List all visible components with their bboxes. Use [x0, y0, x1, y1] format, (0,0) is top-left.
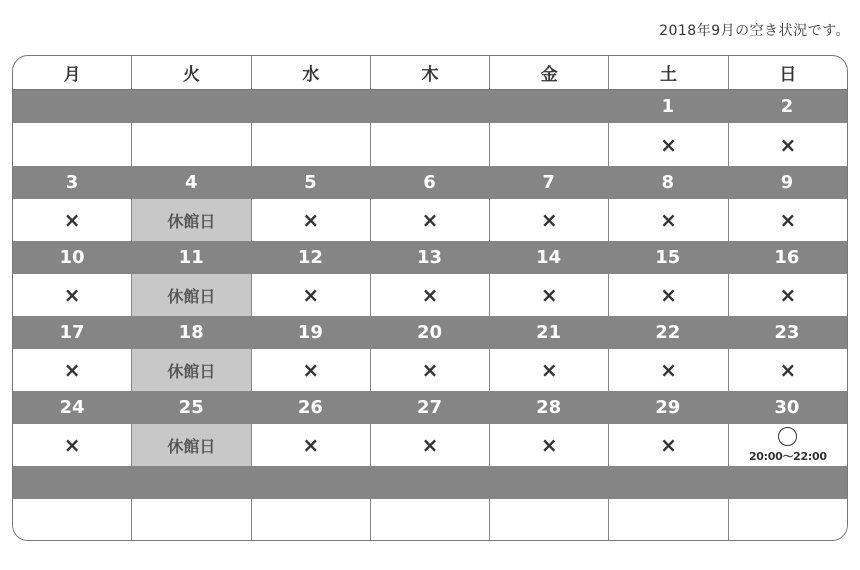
cross-mark-icon: ×	[779, 208, 797, 232]
status-empty	[729, 499, 847, 541]
date-number	[13, 90, 132, 123]
status-unavailable	[609, 349, 728, 391]
closed-label: 休館日	[167, 286, 216, 306]
cross-mark-icon: ×	[302, 208, 320, 232]
status-empty	[13, 123, 132, 166]
date-row	[13, 241, 847, 274]
date-number: 3	[13, 166, 132, 199]
status-empty	[132, 123, 251, 166]
cross-mark-icon: ×	[63, 208, 81, 232]
cross-mark-icon: ×	[779, 132, 797, 157]
weekday-header: 木	[371, 56, 490, 89]
status-unavailable	[13, 424, 132, 466]
status-unavailable	[609, 199, 728, 241]
date-number: 7	[490, 166, 609, 199]
date-number: 21	[490, 316, 609, 349]
status-unavailable	[13, 199, 132, 241]
date-number: 11	[132, 241, 251, 274]
cross-mark-icon: ×	[421, 358, 439, 382]
status-empty	[371, 499, 490, 541]
cross-mark-icon: ×	[660, 433, 677, 457]
status-closed	[132, 349, 251, 391]
date-number	[13, 466, 132, 499]
status-empty	[13, 499, 132, 541]
cross-mark-icon: ×	[779, 283, 797, 307]
status-unavailable	[252, 424, 371, 466]
cross-mark-icon: ×	[660, 208, 677, 232]
status-empty	[609, 499, 728, 541]
date-number	[251, 466, 370, 499]
status-empty	[490, 499, 609, 541]
weekday-header: 水	[252, 56, 371, 89]
date-number	[132, 90, 251, 123]
date-number: 17	[13, 316, 132, 349]
date-number	[609, 466, 728, 499]
available-circle-icon	[778, 427, 797, 446]
status-row	[13, 274, 847, 316]
cross-mark-icon: ×	[540, 358, 558, 382]
status-unavailable	[252, 199, 371, 241]
status-closed	[132, 274, 251, 316]
status-closed	[132, 199, 251, 241]
cross-mark-icon: ×	[540, 433, 558, 457]
cross-mark-icon: ×	[63, 283, 81, 307]
status-unavailable	[371, 424, 490, 466]
date-number	[132, 466, 251, 499]
closed-label: 休館日	[167, 361, 216, 381]
status-row	[13, 349, 847, 391]
date-number: 25	[132, 391, 251, 424]
status-empty	[252, 123, 371, 166]
date-number: 1	[609, 90, 728, 123]
status-unavailable	[371, 274, 490, 316]
status-unavailable	[252, 274, 371, 316]
date-number: 8	[609, 166, 728, 199]
status-unavailable	[371, 349, 490, 391]
date-number: 10	[13, 241, 132, 274]
status-empty	[490, 123, 609, 166]
date-number: 6	[370, 166, 489, 199]
date-row	[13, 391, 847, 424]
status-unavailable	[729, 123, 847, 166]
date-number: 26	[251, 391, 370, 424]
cross-mark-icon: ×	[660, 283, 677, 307]
date-number: 18	[132, 316, 251, 349]
date-number: 12	[251, 241, 370, 274]
date-number: 23	[728, 316, 847, 349]
available-time: 20:00～22:00	[748, 449, 827, 463]
cross-mark-icon: ×	[660, 132, 677, 157]
cross-mark-icon: ×	[302, 433, 320, 457]
date-number: 30	[728, 391, 847, 424]
weekday-header: 土	[609, 56, 728, 89]
cross-mark-icon: ×	[421, 283, 439, 307]
status-unavailable	[490, 424, 609, 466]
date-number: 14	[490, 241, 609, 274]
status-unavailable	[729, 274, 847, 316]
closed-label: 休館日	[167, 211, 216, 231]
date-number: 29	[609, 391, 728, 424]
status-available	[729, 424, 847, 466]
date-number: 9	[728, 166, 847, 199]
date-number	[728, 466, 847, 499]
availability-caption: 2018年9月の空き状況です。	[659, 23, 850, 39]
date-number: 27	[370, 391, 489, 424]
cross-mark-icon: ×	[540, 208, 558, 232]
date-number: 22	[609, 316, 728, 349]
date-number: 13	[370, 241, 489, 274]
status-empty	[252, 499, 371, 541]
cross-mark-icon: ×	[660, 358, 677, 382]
date-number: 19	[251, 316, 370, 349]
date-number: 20	[370, 316, 489, 349]
date-row	[13, 466, 847, 499]
status-row	[13, 499, 847, 541]
weekday-header: 月	[13, 56, 132, 89]
date-number	[370, 466, 489, 499]
date-row	[13, 90, 847, 123]
closed-label: 休館日	[167, 436, 216, 456]
date-number: 28	[490, 391, 609, 424]
cross-mark-icon: ×	[421, 208, 439, 232]
weekday-header: 火	[132, 56, 251, 89]
status-unavailable	[490, 199, 609, 241]
status-row	[13, 199, 847, 241]
status-unavailable	[490, 349, 609, 391]
status-unavailable	[609, 123, 728, 166]
cross-mark-icon: ×	[421, 433, 439, 457]
date-number: 2	[728, 90, 847, 123]
date-number: 5	[251, 166, 370, 199]
cross-mark-icon: ×	[540, 283, 558, 307]
status-unavailable	[371, 199, 490, 241]
cross-mark-icon: ×	[779, 358, 797, 382]
status-unavailable	[609, 424, 728, 466]
status-unavailable	[252, 349, 371, 391]
date-number: 15	[609, 241, 728, 274]
date-number	[251, 90, 370, 123]
status-empty	[132, 499, 251, 541]
date-number: 4	[132, 166, 251, 199]
status-row	[13, 123, 847, 166]
weekday-header-row	[13, 56, 847, 90]
date-number: 24	[13, 391, 132, 424]
weekday-header: 日	[779, 65, 797, 85]
date-number: 16	[728, 241, 847, 274]
status-empty	[371, 123, 490, 166]
availability-calendar	[12, 55, 848, 541]
status-unavailable	[13, 349, 132, 391]
date-row	[13, 316, 847, 349]
cross-mark-icon: ×	[302, 358, 320, 382]
status-row	[13, 424, 847, 466]
date-number	[370, 90, 489, 123]
date-number	[490, 466, 609, 499]
status-unavailable	[13, 274, 132, 316]
status-closed	[132, 424, 251, 466]
date-number	[490, 90, 609, 123]
cross-mark-icon: ×	[63, 433, 81, 457]
cross-mark-icon: ×	[302, 283, 320, 307]
status-unavailable	[609, 274, 728, 316]
date-row	[13, 166, 847, 199]
status-unavailable	[729, 199, 847, 241]
weekday-header: 金	[490, 56, 609, 89]
status-unavailable	[490, 274, 609, 316]
status-unavailable	[729, 349, 847, 391]
cross-mark-icon: ×	[63, 358, 81, 382]
